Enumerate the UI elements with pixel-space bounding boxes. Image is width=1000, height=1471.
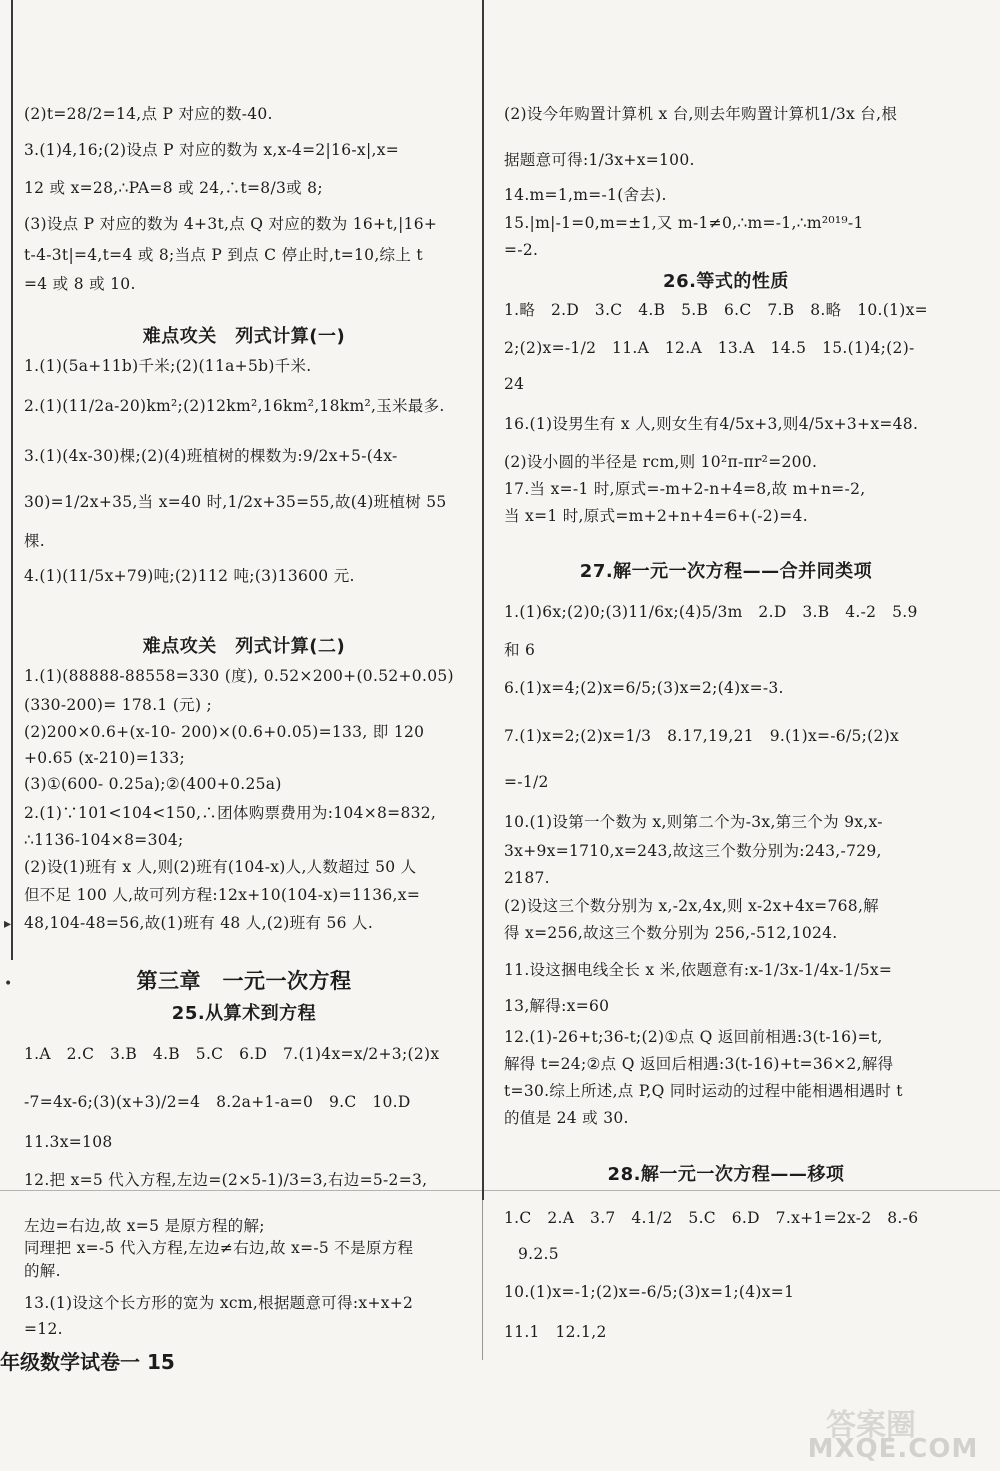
- text-line: 10.(1)x=-1;(2)x=-6/5;(3)x=1;(4)x=1: [504, 1283, 795, 1301]
- text-line: 的值是 24 或 30.: [504, 1109, 629, 1127]
- text-line: 15.|m|-1=0,m=±1,又 m-1≠0,∴m=-1,∴m²⁰¹⁹-1: [504, 214, 864, 232]
- section-title: 26.等式的性质: [663, 271, 789, 292]
- text-line: 左边=右边,故 x=5 是原方程的解;: [24, 1217, 265, 1235]
- text-line: 3.(1)(4x-30)棵;(2)(4)班植树的棵数为:9/2x+5-(4x-: [24, 447, 398, 465]
- margin-mark: ▸: [4, 916, 12, 932]
- text-line: 3x+9x=1710,x=243,故这三个数分别为:243,-729,: [504, 842, 882, 860]
- text-line: 10.(1)设第一个数为 x,则第二个为-3x,第三个为 9x,x-: [504, 813, 883, 831]
- chapter-title: 第三章 一元一次方程: [136, 969, 352, 993]
- text-line: =4 或 8 或 10.: [24, 275, 136, 293]
- text-line: 14.m=1,m=-1(舍去).: [504, 186, 667, 204]
- text-line: 解得 t=24;②点 Q 返回后相遇:3(t-16)+t=36×2,解得: [504, 1055, 894, 1073]
- section-title: 25.从算术到方程: [171, 1003, 317, 1024]
- text-line: =-2.: [504, 241, 539, 259]
- text-line: 1.(1)(5a+11b)千米;(2)(11a+5b)千米.: [24, 357, 312, 375]
- text-line: 16.(1)设男生有 x 人,则女生有4/5x+3,则4/5x+3+x=48.: [504, 415, 919, 433]
- text-line: 12 或 x=28,∴PA=8 或 24,∴t=8/3或 8;: [24, 179, 323, 197]
- text-line: 1.(1)(88888-88558=330 (度), 0.52×200+(0.52+0.05): [24, 667, 454, 685]
- text-line: 1.C 2.A 3.7 4.1/2 5.C 6.D 7.x+1=2x-2 8.-6: [504, 1209, 919, 1227]
- text-line: 48,104-48=56,故(1)班有 48 人,(2)班有 56 人.: [24, 914, 374, 932]
- section-title: 28.解一元一次方程——移项: [607, 1164, 845, 1185]
- text-line: 据题意可得:1/3x+x=100.: [504, 151, 695, 169]
- text-line: 得 x=256,故这三个数分别为 256,-512,1024.: [504, 924, 838, 942]
- text-line: 当 x=1 时,原式=m+2+n+4=6+(-2)=4.: [504, 507, 808, 525]
- text-line: 2.(1)∵101<104<150,∴团体购票费用为:104×8=832,: [24, 804, 437, 822]
- text-line: 12.把 x=5 代入方程,左边=(2×5-1)/3=3,右边=5-2=3,: [24, 1171, 428, 1189]
- text-line: (330-200)= 178.1 (元) ;: [24, 696, 213, 714]
- text-line: 30)=1/2x+35,当 x=40 时,1/2x+35=55,故(4)班植树 55: [24, 493, 447, 511]
- text-line: t-4-3t|=4,t=4 或 8;当点 P 到点 C 停止时,t=10,综上 t: [24, 246, 423, 264]
- left-margin-rule: [11, 0, 13, 960]
- section-title: 难点攻关 列式计算(二): [142, 636, 346, 657]
- text-line: 7.(1)x=2;(2)x=1/3 8.17,19,21 9.(1)x=-6/5;(2)x: [504, 727, 900, 745]
- text-line: (2)设今年购置计算机 x 台,则去年购置计算机1/3x 台,根: [504, 105, 898, 123]
- text-line: (2)设小圆的半径是 rcm,则 10²π-πr²=200.: [504, 453, 818, 471]
- column-divider-lower: [482, 1200, 483, 1360]
- text-line: 6.(1)x=4;(2)x=6/5;(3)x=2;(4)x=-3.: [504, 679, 784, 697]
- text-line: (2)设(1)班有 x 人,则(2)班有(104-x)人,人数超过 50 人: [24, 858, 417, 876]
- watermark-brand: 答案圈: [826, 1408, 916, 1443]
- text-line: 2;(2)x=-1/2 11.A 12.A 13.A 14.5 15.(1)4;(2)-: [504, 339, 915, 357]
- text-line: (2)200×0.6+(x-10- 200)×(0.6+0.05)=133, 即 120: [24, 723, 425, 741]
- text-line: -7=4x-6;(3)(x+3)/2=4 8.2a+1-a=0 9.C 10.D: [24, 1093, 411, 1111]
- text-line: 1.A 2.C 3.B 4.B 5.C 6.D 7.(1)4x=x/2+3;(2)x: [24, 1045, 440, 1063]
- column-divider: [482, 0, 484, 1200]
- text-line: 和 6: [504, 641, 536, 659]
- text-line: 13.(1)设这个长方形的宽为 xcm,根据题意可得:x+x+2: [24, 1294, 414, 1312]
- text-line: (2)t=28/2=14,点 P 对应的数-40.: [24, 105, 273, 123]
- text-line: 1.略 2.D 3.C 4.B 5.B 6.C 7.B 8.略 10.(1)x=: [504, 301, 928, 319]
- text-line: 12.(1)-26+t;36-t;(2)①点 Q 返回前相遇:3(t-16)=t,: [504, 1028, 883, 1046]
- text-line: t=30.综上所述,点 P,Q 同时运动的过程中能相遇相遇时 t: [504, 1082, 903, 1100]
- text-line: 9.2.5: [518, 1245, 559, 1263]
- page-footer: 年级数学试卷一 15: [0, 1350, 175, 1374]
- text-line: (3)①(600- 0.25a);②(400+0.25a): [24, 775, 282, 793]
- text-line: 2187.: [504, 869, 550, 887]
- text-line: 2.(1)(11/2a-20)km²;(2)12km²,16km²,18km²,玉米最多.: [24, 397, 445, 415]
- text-line: =12.: [24, 1320, 63, 1338]
- text-line: (2)设这三个数分别为 x,-2x,4x,则 x-2x+4x=768,解: [504, 897, 879, 915]
- text-line: ∴1136-104×8=304;: [24, 831, 184, 849]
- watermark-logo: [798, 1400, 988, 1464]
- text-line: 1.(1)6x;(2)0;(3)11/6x;(4)5/3m 2.D 3.B 4.-2 5.9: [504, 603, 918, 621]
- text-line: =-1/2: [504, 773, 549, 791]
- margin-mark: •: [4, 976, 13, 992]
- text-line: (3)设点 P 对应的数为 4+3t,点 Q 对应的数为 16+t,|16+: [24, 215, 438, 233]
- section-title: 难点攻关 列式计算(一): [142, 326, 346, 347]
- watermark-site: MXQE.COM: [807, 1434, 979, 1464]
- text-line: +0.65 (x-210)=133;: [24, 749, 186, 767]
- text-line: 24: [504, 375, 525, 393]
- section-title: 27.解一元一次方程——合并同类项: [579, 561, 873, 582]
- text-line: 4.(1)(11/5x+79)吨;(2)112 吨;(3)13600 元.: [24, 567, 355, 585]
- text-line: 但不足 100 人,故可列方程:12x+10(104-x)=1136,x=: [24, 886, 421, 904]
- text-line: 17.当 x=-1 时,原式=-m+2-n+4=8,故 m+n=-2,: [504, 480, 866, 498]
- right-column: [504, 0, 948, 1471]
- text-line: 同理把 x=-5 代入方程,左边≠右边,故 x=-5 不是原方程: [24, 1239, 414, 1257]
- text-line: 11.设这捆电线全长 x 米,依题意有:x-1/3x-1/4x-1/5x=: [504, 961, 893, 979]
- text-line: 3.(1)4,16;(2)设点 P 对应的数为 x,x-4=2|16-x|,x=: [24, 141, 400, 159]
- text-line: 13,解得:x=60: [504, 997, 610, 1015]
- left-column: [24, 0, 464, 1471]
- text-line: 棵.: [24, 532, 46, 550]
- text-line: 11.3x=108: [24, 1133, 113, 1151]
- text-line: 的解.: [24, 1262, 61, 1280]
- text-line: 11.1 12.1,2: [504, 1323, 607, 1341]
